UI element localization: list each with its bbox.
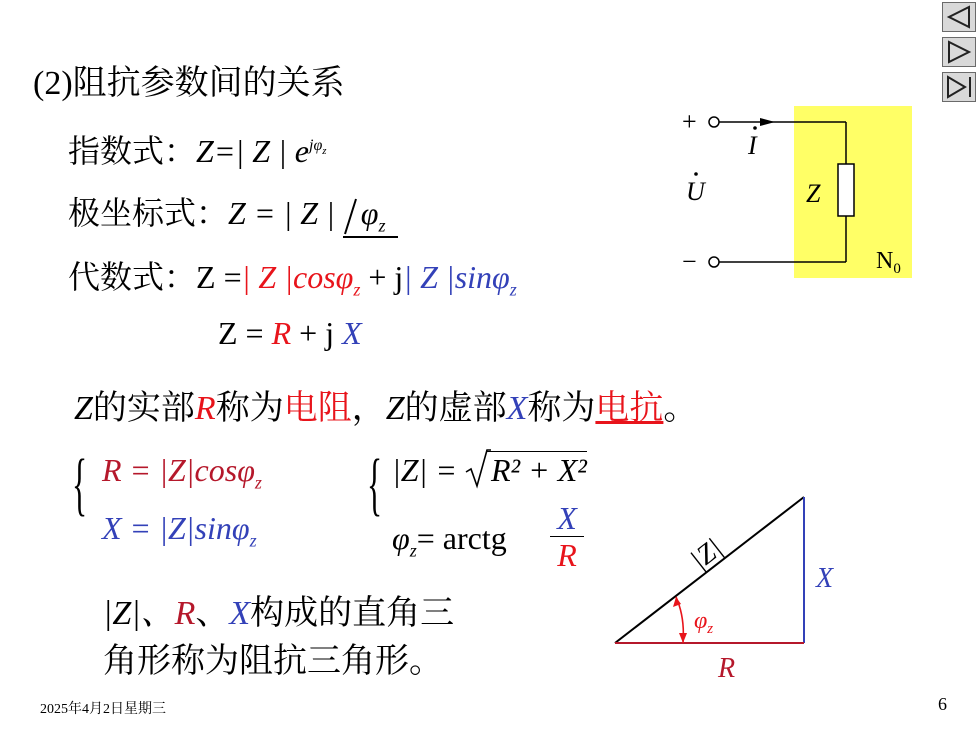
polar-formula: Z = | Z | — [228, 195, 335, 231]
circuit-diagram — [680, 100, 920, 285]
section-title: (2)阻抗参数间的关系 — [33, 65, 345, 102]
phi-label: $\varphi_z$ — [694, 608, 714, 637]
bottom-terminal — [709, 257, 719, 267]
voltage-label: U — [686, 177, 705, 206]
triangle-description-1: |Z|、R、X构成的直角三 — [103, 595, 455, 632]
reactance-link[interactable]: 电抗 — [595, 390, 664, 427]
algebraic-form: 代数式：Z =| Z |cosφ$_z$ + j| Z |sinφ$_z$ — [68, 259, 517, 300]
top-terminal — [709, 117, 719, 127]
polar-angle-box: $\varphi_z$ — [343, 195, 398, 238]
exp-label: 指数式： — [68, 133, 197, 169]
rx-formula: Z = R + j X — [218, 315, 362, 351]
hypotenuse-label: |Z| — [684, 532, 729, 577]
exp-formula: Z=| Z | e — [196, 133, 309, 169]
exp-sub: z — [322, 145, 327, 158]
polar-angle: φ — [360, 195, 379, 231]
triangle-left-icon — [943, 3, 975, 31]
resistance-term: 电阻 — [283, 390, 352, 427]
exp-sup: jφ — [309, 137, 323, 155]
phase-equation: $\varphi_z=$ arctg — [392, 520, 507, 561]
z-label: Z — [806, 179, 821, 208]
page-number: 6 — [938, 694, 947, 714]
polar-form — [68, 188, 398, 238]
r-side-label: R — [718, 653, 736, 684]
back-button[interactable] — [942, 2, 976, 32]
arctg-fraction: X R — [550, 500, 584, 573]
triangle-right-icon — [943, 38, 975, 66]
left-brace-1: { — [72, 446, 88, 523]
plus-sign: + — [682, 107, 697, 136]
x-side-label: X — [816, 563, 834, 594]
triangle-description-2: 角形称为阻抗三角形。 — [103, 643, 443, 680]
forward-button[interactable] — [942, 37, 976, 67]
left-brace-2: { — [367, 446, 383, 523]
sqrt-sign — [465, 448, 491, 490]
x-equation: X = |Z|sinφ$_z$ — [102, 510, 257, 551]
current-arrow — [760, 118, 775, 126]
n0-label: $N_0$ — [876, 248, 901, 277]
footer-date: 2025年4月2日星期三 — [40, 702, 166, 717]
exponential-form — [68, 126, 327, 172]
impedance-triangle — [600, 485, 860, 685]
end-icon — [943, 73, 975, 101]
polar-label: 极坐标式： — [68, 195, 229, 231]
definition-text: Z的实部R称为电阻，Z的虚部X称为电抗。 — [74, 390, 698, 427]
modulus-equation: |Z| = R² + X² — [392, 452, 587, 489]
alg-label: 代数式： — [68, 259, 197, 295]
end-button[interactable] — [942, 72, 976, 102]
impedance-element — [838, 164, 854, 216]
current-label: I — [748, 131, 757, 160]
r-equation: R = |Z|cosφ$_z$ — [102, 452, 262, 493]
minus-sign: − — [682, 247, 697, 276]
